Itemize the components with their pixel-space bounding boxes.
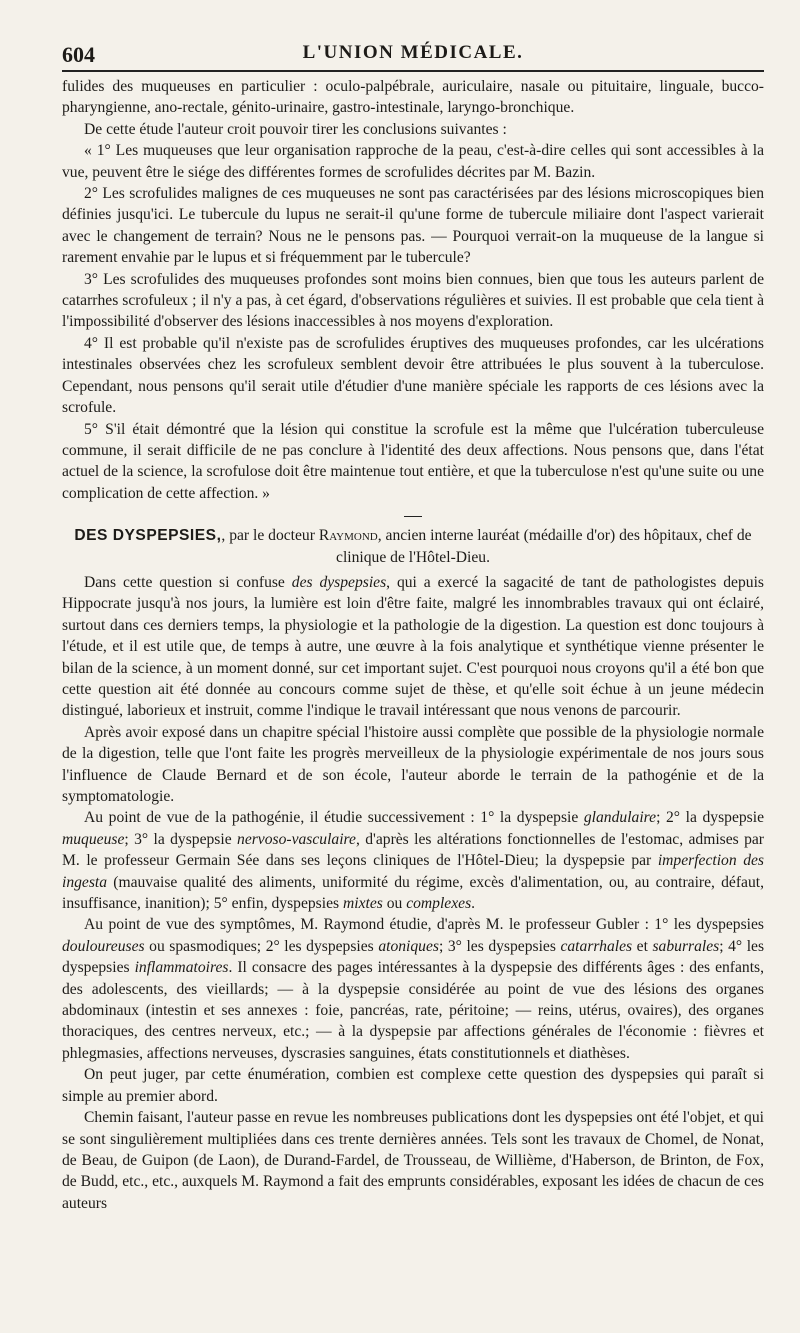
paragraph: De cette étude l'auteur croit pouvoir tirer les conclusions suivantes :: [84, 120, 507, 138]
article-title: [62, 525, 764, 568]
paragraph-pathogenie: Au point de vue de la pathogénie, il étudie successivement : 1° la dyspepsie glandulaire; 2° la dyspepsie muqueuse; 3° la dyspepsie nervoso-vasculaire, d'après les altérations fonctionnelles de l'estomac, admises par M. le professeur Germain Sée dans ses leçons cliniques de l'Hôtel-Dieu; la dyspepsie par imperfection des ingesta (mauvaise qualité des aliments, uniformité du régime, excès d'alimentation, ou, au contraire, défaut, insuffisance, inanition); 5° enfin, dyspepsies mixtes ou complexes.: [62, 809, 765, 913]
paragraph: Chemin faisant, l'auteur passe en revue les nombreuses publications dont les dyspepsies ont été l'objet, et qui se sont singulièrement multipliées dans ces trente dernières années. Tels sont les travaux de Chomel, de Nonat, de Beau, de Guipon (de Laon), de Durand-Fardel, de Trousseau, de Willième, d'Haberson, de Brinton, de Fox, de Budd, etc., etc., auxquels M. Raymond a fait des emprunts considérables, exposant les idées de chacun de ces auteurs: [62, 1109, 764, 1212]
header-rule: [62, 70, 764, 72]
article-title-by: , par le docteur: [221, 527, 319, 545]
previous-article-conclusion: [62, 76, 764, 504]
paragraph: Après avoir exposé dans un chapitre spécial l'histoire aussi complète que possible de la physiologie normale de la digestion, telle que l'ont faite les progrès merveilleux de la physiologie expérimentale de nos jours sous l'influence de Claude Bernard et de son école, l'auteur aborde le terrain de la pathogénie et de la symptomatologie.: [62, 723, 764, 805]
conclusion-4: 4° Il est probable qu'il n'existe pas de scrofulides éruptives des muqueuses profondes, car les ulcérations intestinales observées chez les scrofuleux semblent devoir être attribuées le plus souvent à la tuberculose. Cependant, nous pensons qu'il serait utile d'étudier d'une manière spéciale les rapports de ces lésions avec la scrofule.: [62, 334, 764, 417]
paragraph: Dans cette question si confuse des dyspepsies, qui a exercé la sagacité de tant de pathologistes depuis Hippocrate jusqu'à nos jours, la lumière est loin d'être faite, malgré les innombrables travaux qui ont éclairé, surtout dans ces derniers temps, la physiologie et la pathologie de la digestion. La question est donc toujours à l'étude, et il est utile que, de temps à autre, une œuvre à la fois analytique et synthétique vienne présenter le bilan de la science, à un moment donné, sur cet important sujet. C'est pourquoi nous croyons qu'il a été bon que cette question ait été donnée au concours comme sujet de thèse, et qu'elle soit échue à un jeune médecin distingué, laborieux et instruit, comme l'indique le travail intéressant que nous venons de parcourir.: [62, 573, 764, 720]
article-author: Raymond: [318, 527, 378, 545]
running-title: L'UNION MÉDICALE.: [302, 42, 524, 63]
paragraph: On peut juger, par cette énumération, combien est complexe cette question des dyspepsies qui paraît si simple au premier abord.: [62, 1066, 764, 1105]
page-header: [62, 36, 764, 66]
paragraph: fulides des muqueuses en particulier : oculo-palpébrale, auriculaire, nasale ou pituitaire, linguale, bucco-pharyngienne, ano-rectale, génito-urinaire, gastro-intestinale, laryngo-bronchique.: [62, 78, 764, 117]
page-number: 604: [62, 42, 95, 67]
conclusion-3: 3° Les scrofulides des muqueuses profondes sont moins bien connues, bien que tous les auteurs parlent de catarrhes scrofuleux ; il n'y a pas, à cet égard, d'observations régulières et suivies. Il est probable que cela tient à l'impossibilité d'observer des lésions inaccessibles à nos moyens d'exploration.: [62, 270, 764, 331]
conclusion-5: 5° S'il était démontré que la lésion qui constitue la scrofule est la même que l'ulcération tuberculeuse commune, il serait difficile de ne pas conclure à l'identité des deux affections. Nous pensons que, dans l'état actuel de la science, la scrofulose doit être maintenue tout entière, et que la tuberculose n'est qu'une suite ou une complication de cette affection. »: [62, 420, 764, 502]
conclusion-2: 2° Les scrofulides malignes de ces muqueuses ne sont pas caractérisées par des lésions microscopiques bien définies jusqu'ici. Le tubercule du lupus ne serait-il qu'une forme de tubercule miliaire dont l'aspect varierait avec le changement de terrain? Nous ne le pensons pas. — Pourquoi verrait-on la muqueuse de la langue si rarement envahie par le lupus et si fréquemment par le tubercule?: [62, 185, 764, 267]
section-separator: [404, 516, 422, 517]
article-title-rest: , ancien interne lauréat (médaille d'or) des hôpitaux, chef de clinique de l'Hôtel-Dieu.: [336, 527, 752, 566]
article-dyspepsies: [62, 525, 764, 1214]
article-title-caps: DES DYSPEPSIES,: [74, 527, 222, 545]
conclusion-1: « 1° Les muqueuses que leur organisation rapproche de la peau, c'est-à-dire celles qui sont accessibles à la vue, peuvent être le siége des différentes formes de scrofulides décrites par M. Bazin.: [62, 142, 764, 181]
paragraph-symptomes: Au point de vue des symptômes, M. Raymond étudie, d'après M. le professeur Gubler : 1° les dyspepsies douloureuses ou spasmodiques; 2° les dyspepsies atoniques; 3° les dyspepsies catarrhales et saburrales; 4° les dyspepsies inflammatoires. Il consacre des pages intéressantes à la dyspepsie des différents âges : des enfants, des adolescents, des vieillards; — à la dyspepsie considérée au point de vue des lésions des organes abdominaux (intestin et ses annexes : foie, pancréas, rate, péritoine; — reins, utérus, ovaires), des organes thoraciques, des centres nerveux, etc.; — à la dyspepsie par affections générales de l'économie : fièvres et phlegmasies, affections nerveuses, dyscrasies sanguines, états constitutionnels et diathèses.: [62, 916, 765, 1062]
